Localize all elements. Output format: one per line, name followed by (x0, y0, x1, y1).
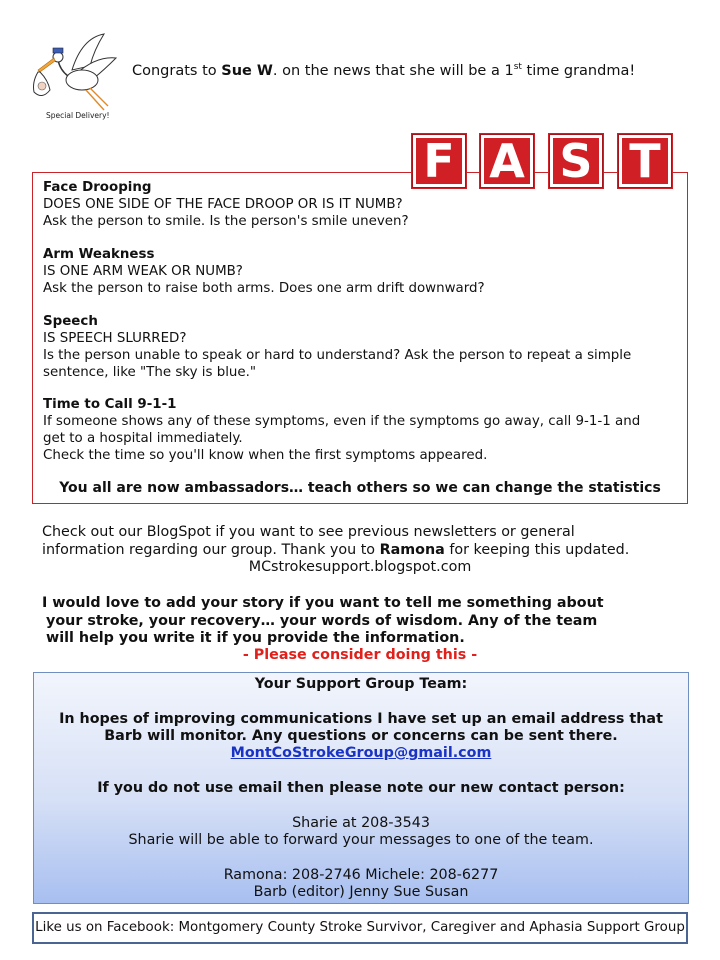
time-line-3: Check the time so you'll know when the first symptoms appeared. (43, 448, 488, 463)
fast-info-box (32, 172, 688, 504)
speech-heading: Speech (43, 314, 98, 329)
fast-letter-f: F (412, 134, 466, 188)
congrats-name: Sue W (221, 62, 273, 79)
story-line-2: your stroke, your recovery… your words of wisdom. Any of the team (46, 613, 598, 629)
story-request: - Please consider doing this - (242, 647, 478, 663)
time-heading: Time to Call 9-1-1 (43, 397, 177, 412)
blog-line-2 (42, 541, 629, 559)
congrats-suffix: time grandma! (521, 62, 636, 79)
stork-illustration (24, 30, 124, 125)
arm-instruction: Ask the person to raise both arms. Does one arm drift downward? (43, 281, 485, 296)
congrats-mid: . on the news that she will be a 1 (272, 62, 514, 79)
support-title: Your Support Group Team: (254, 676, 468, 692)
time-line-2: get to a hospital immediately. (43, 431, 243, 446)
arm-question: IS ONE ARM WEAK OR NUMB? (43, 264, 243, 279)
support-intro-2: Barb will monitor. Any questions or concerns can be sent there. (104, 728, 618, 744)
support-members-line-2: Barb (editor) Jenny Sue Susan (253, 884, 469, 900)
story-line-3: will help you write it if you provide the information. (46, 630, 465, 646)
support-no-email-note: If you do not use email then please note our new contact person: (97, 780, 625, 796)
time-line-1: If someone shows any of these symptoms, even if the symptoms go away, call 9-1-1 and (43, 414, 641, 429)
story-line-1: I would love to add your story if you want to tell me something about (42, 595, 604, 611)
support-members-line-1: Ramona: 208-2746 Michele: 208-6277 (223, 867, 499, 883)
face-heading: Face Drooping (43, 180, 152, 195)
support-contact: Sharie at 208-3543 (292, 815, 430, 831)
congrats-sup: st (513, 62, 522, 72)
congrats-message (132, 62, 635, 79)
speech-question: IS SPEECH SLURRED? (43, 331, 187, 346)
support-team-box (33, 672, 689, 904)
blog-line-1: Check out our BlogSpot if you want to see previous newsletters or general (42, 524, 575, 540)
blog-thanks-name: Ramona (379, 542, 445, 558)
speech-example: sentence, like "The sky is blue." (43, 365, 257, 380)
blog-line-2-prefix: information regarding our group. Thank you to (42, 542, 380, 558)
blog-line-2-suffix: for keeping this updated. (444, 542, 630, 558)
speech-instruction: Is the person unable to speak or hard to understand? Ask the person to repeat a simple (43, 348, 632, 363)
blog-url[interactable]: MCstrokesupport.blogspot.com (248, 559, 472, 575)
stork-caption: Special Delivery! (46, 111, 110, 120)
support-email-link[interactable]: MontCoStrokeGroup@gmail.com (230, 745, 492, 761)
arm-heading: Arm Weakness (43, 247, 155, 262)
face-question: DOES ONE SIDE OF THE FACE DROOP OR IS IT NUMB? (43, 197, 403, 212)
fast-letter-s: S (549, 134, 603, 188)
support-intro-1: In hopes of improving communications I have set up an email address that (59, 711, 663, 727)
facebook-banner[interactable]: Like us on Facebook: Montgomery County Stroke Survivor, Caregiver and Aphasia Support Group (32, 912, 688, 944)
support-email-line (34, 745, 688, 761)
ambassadors-message: You all are now ambassadors… teach others so we can change the statistics (59, 480, 661, 496)
face-instruction: Ask the person to smile. Is the person's smile uneven? (43, 214, 409, 229)
support-contact-note: Sharie will be able to forward your messages to one of the team. (128, 832, 594, 848)
fast-letter-t: T (618, 134, 672, 188)
congrats-prefix: Congrats to (132, 62, 222, 79)
fast-letter-a: A (480, 134, 534, 188)
